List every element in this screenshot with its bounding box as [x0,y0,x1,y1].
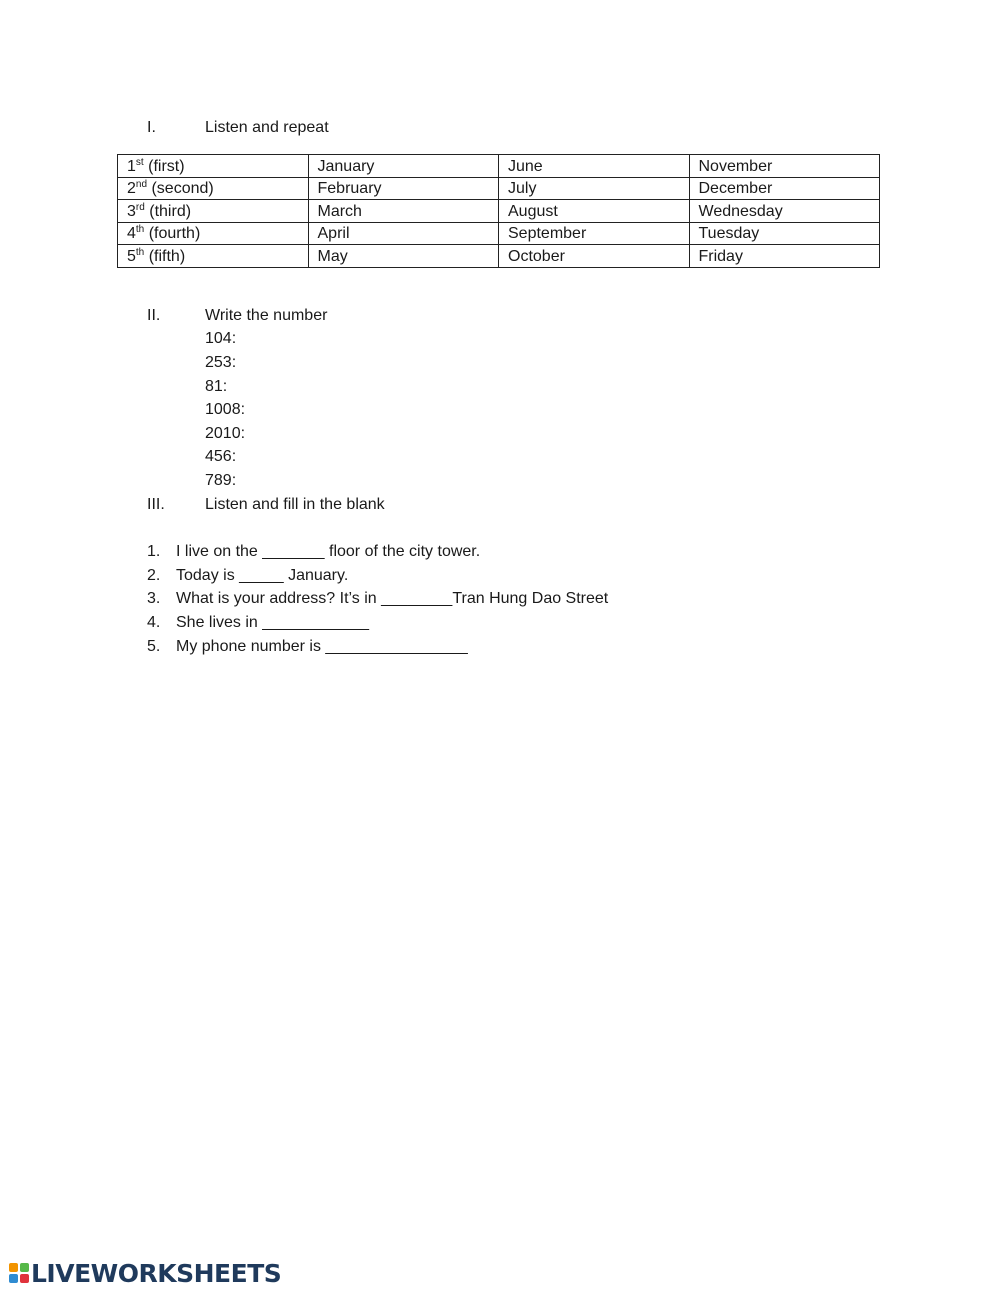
table-cell: January [308,155,499,178]
section-1-number: I. [147,119,156,136]
table-cell: March [308,200,499,223]
logo-text: LIVEWORKSHEETS [31,1258,282,1288]
logo-grid-icon [9,1263,29,1283]
table-cell: August [499,200,690,223]
section-3-number: III. [147,496,165,513]
table-cell: April [308,222,499,245]
table-cell: November [689,155,880,178]
logo-square [20,1274,29,1283]
table-cell: Friday [689,245,880,268]
table-cell-ordinal: 2nd (second) [118,177,309,200]
number-item: 789: [205,472,237,489]
fill-blank-item: 1. I live on the _______ floor of the city tower. [147,543,481,560]
number-item: 1008: [205,401,246,418]
table-cell: May [308,245,499,268]
number-item: 253: [205,354,237,371]
table-row [118,200,880,223]
number-item: 81: [205,378,228,395]
table-row [118,222,880,245]
table-row [118,155,880,178]
section-2-title: Write the number [205,307,328,324]
table-cell: October [499,245,690,268]
table-cell: December [689,177,880,200]
fill-blank-item: 5. My phone number is ________________ [147,638,468,655]
fill-blank-item: 4. She lives in ____________ [147,614,370,631]
table-cell-ordinal: 3rd (third) [118,200,309,223]
table-cell-ordinal: 5th (fifth) [118,245,309,268]
logo-square [9,1263,18,1272]
table-row [118,177,880,200]
table-cell: Tuesday [689,222,880,245]
section-3-title: Listen and fill in the blank [205,496,385,513]
table-cell: July [499,177,690,200]
section-1-title: Listen and repeat [205,119,329,136]
table-cell: Wednesday [689,200,880,223]
liveworksheets-logo [9,1258,281,1288]
section-2-number: II. [147,307,161,324]
table-row [118,245,880,268]
number-item: 2010: [205,425,246,442]
table-cell: September [499,222,690,245]
number-item: 104: [205,330,237,347]
table-cell-ordinal: 4th (fourth) [118,222,309,245]
vocabulary-table [117,154,880,268]
logo-square [20,1263,29,1272]
fill-blank-item: 2. Today is _____ January. [147,567,349,584]
fill-blank-item: 3. What is your address? It’s in ________Tran Hung Dao Street [147,590,609,607]
table-cell-ordinal: 1st (first) [118,155,309,178]
number-item: 456: [205,448,237,465]
logo-square [9,1274,18,1283]
table-cell: February [308,177,499,200]
table-cell: June [499,155,690,178]
